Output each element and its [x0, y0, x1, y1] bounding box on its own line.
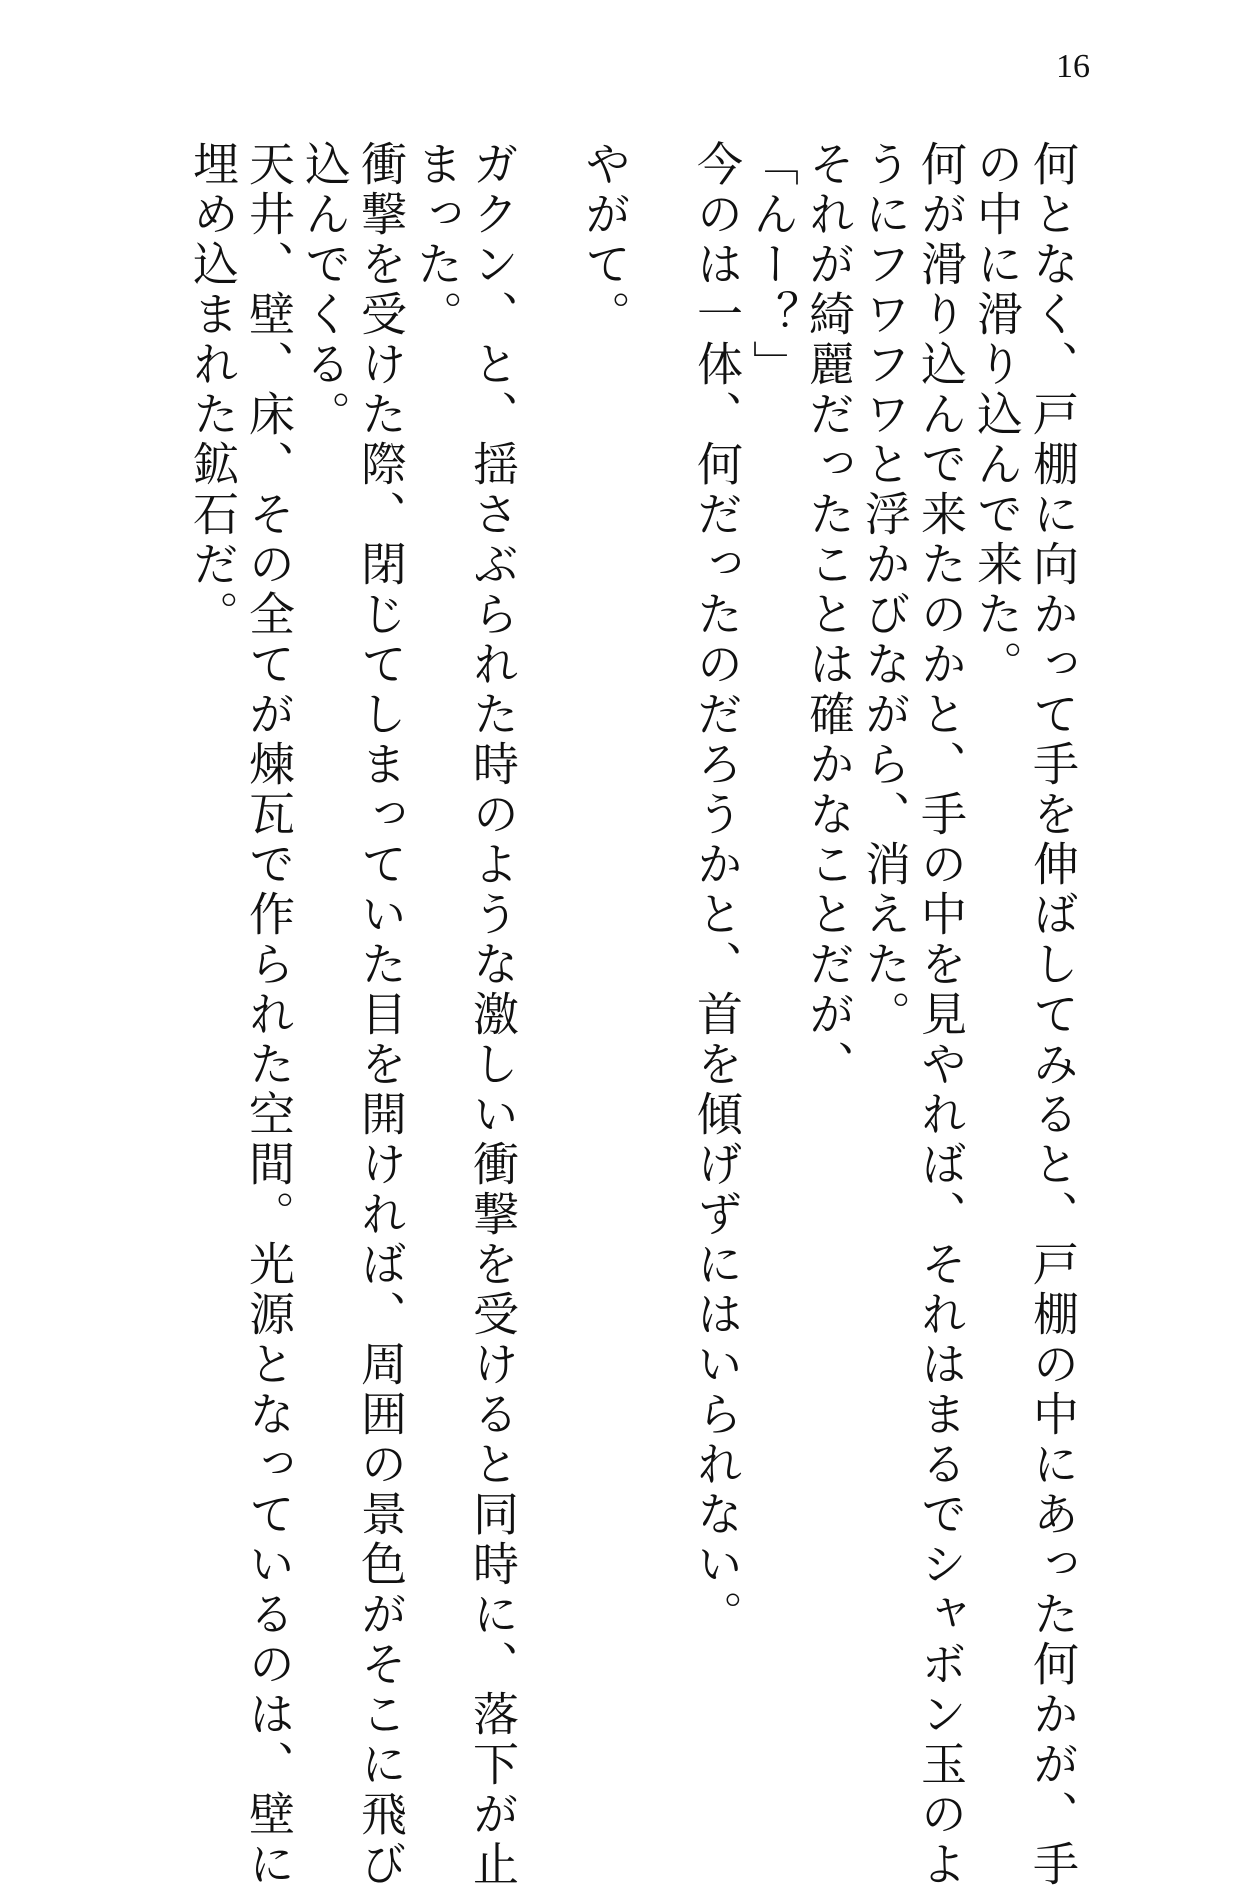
body-text — [185, 140, 1081, 1890]
text-line: やがて。 — [578, 140, 632, 340]
text-line: 天井、壁、床、その全てが煉瓦で作られた空間。光源となっているのは、壁に — [242, 140, 296, 1890]
text-line: 今のは一体、何だったのだろうかと、首を傾げずにはいられない。 — [690, 140, 744, 1640]
text-line: 「んー？」 — [746, 140, 800, 390]
text-line: 衝撃を受けた際、閉じてしまっていた目を開ければ、周囲の景色がそこに飛び — [354, 140, 408, 1890]
text-line: 何となく、戸棚に向かって手を伸ばしてみると、戸棚の中にあった何かが、手 — [1026, 140, 1080, 1890]
blank-line — [521, 140, 577, 1680]
blank-line — [633, 140, 689, 1680]
text-line: ガクン、と、揺さぶられた時のような激しい衝撃を受けると同時に、落下が止 — [466, 140, 520, 1890]
text-line: 何が滑り込んで来たのかと、手の中を見やれば、それはまるでシャボン玉のよ — [914, 140, 968, 1890]
text-line: 埋め込まれた鉱石だ。 — [186, 140, 240, 640]
page-number: 16 — [1056, 48, 1090, 85]
text-line: うにフワフワと浮かびながら、消えた。 — [858, 140, 912, 1040]
text-line: まった。 — [410, 140, 464, 340]
text-line: それが綺麗だったことは確かなことだが、 — [802, 140, 856, 1090]
text-line: の中に滑り込んで来た。 — [970, 140, 1024, 690]
text-line: 込んでくる。 — [298, 140, 352, 440]
